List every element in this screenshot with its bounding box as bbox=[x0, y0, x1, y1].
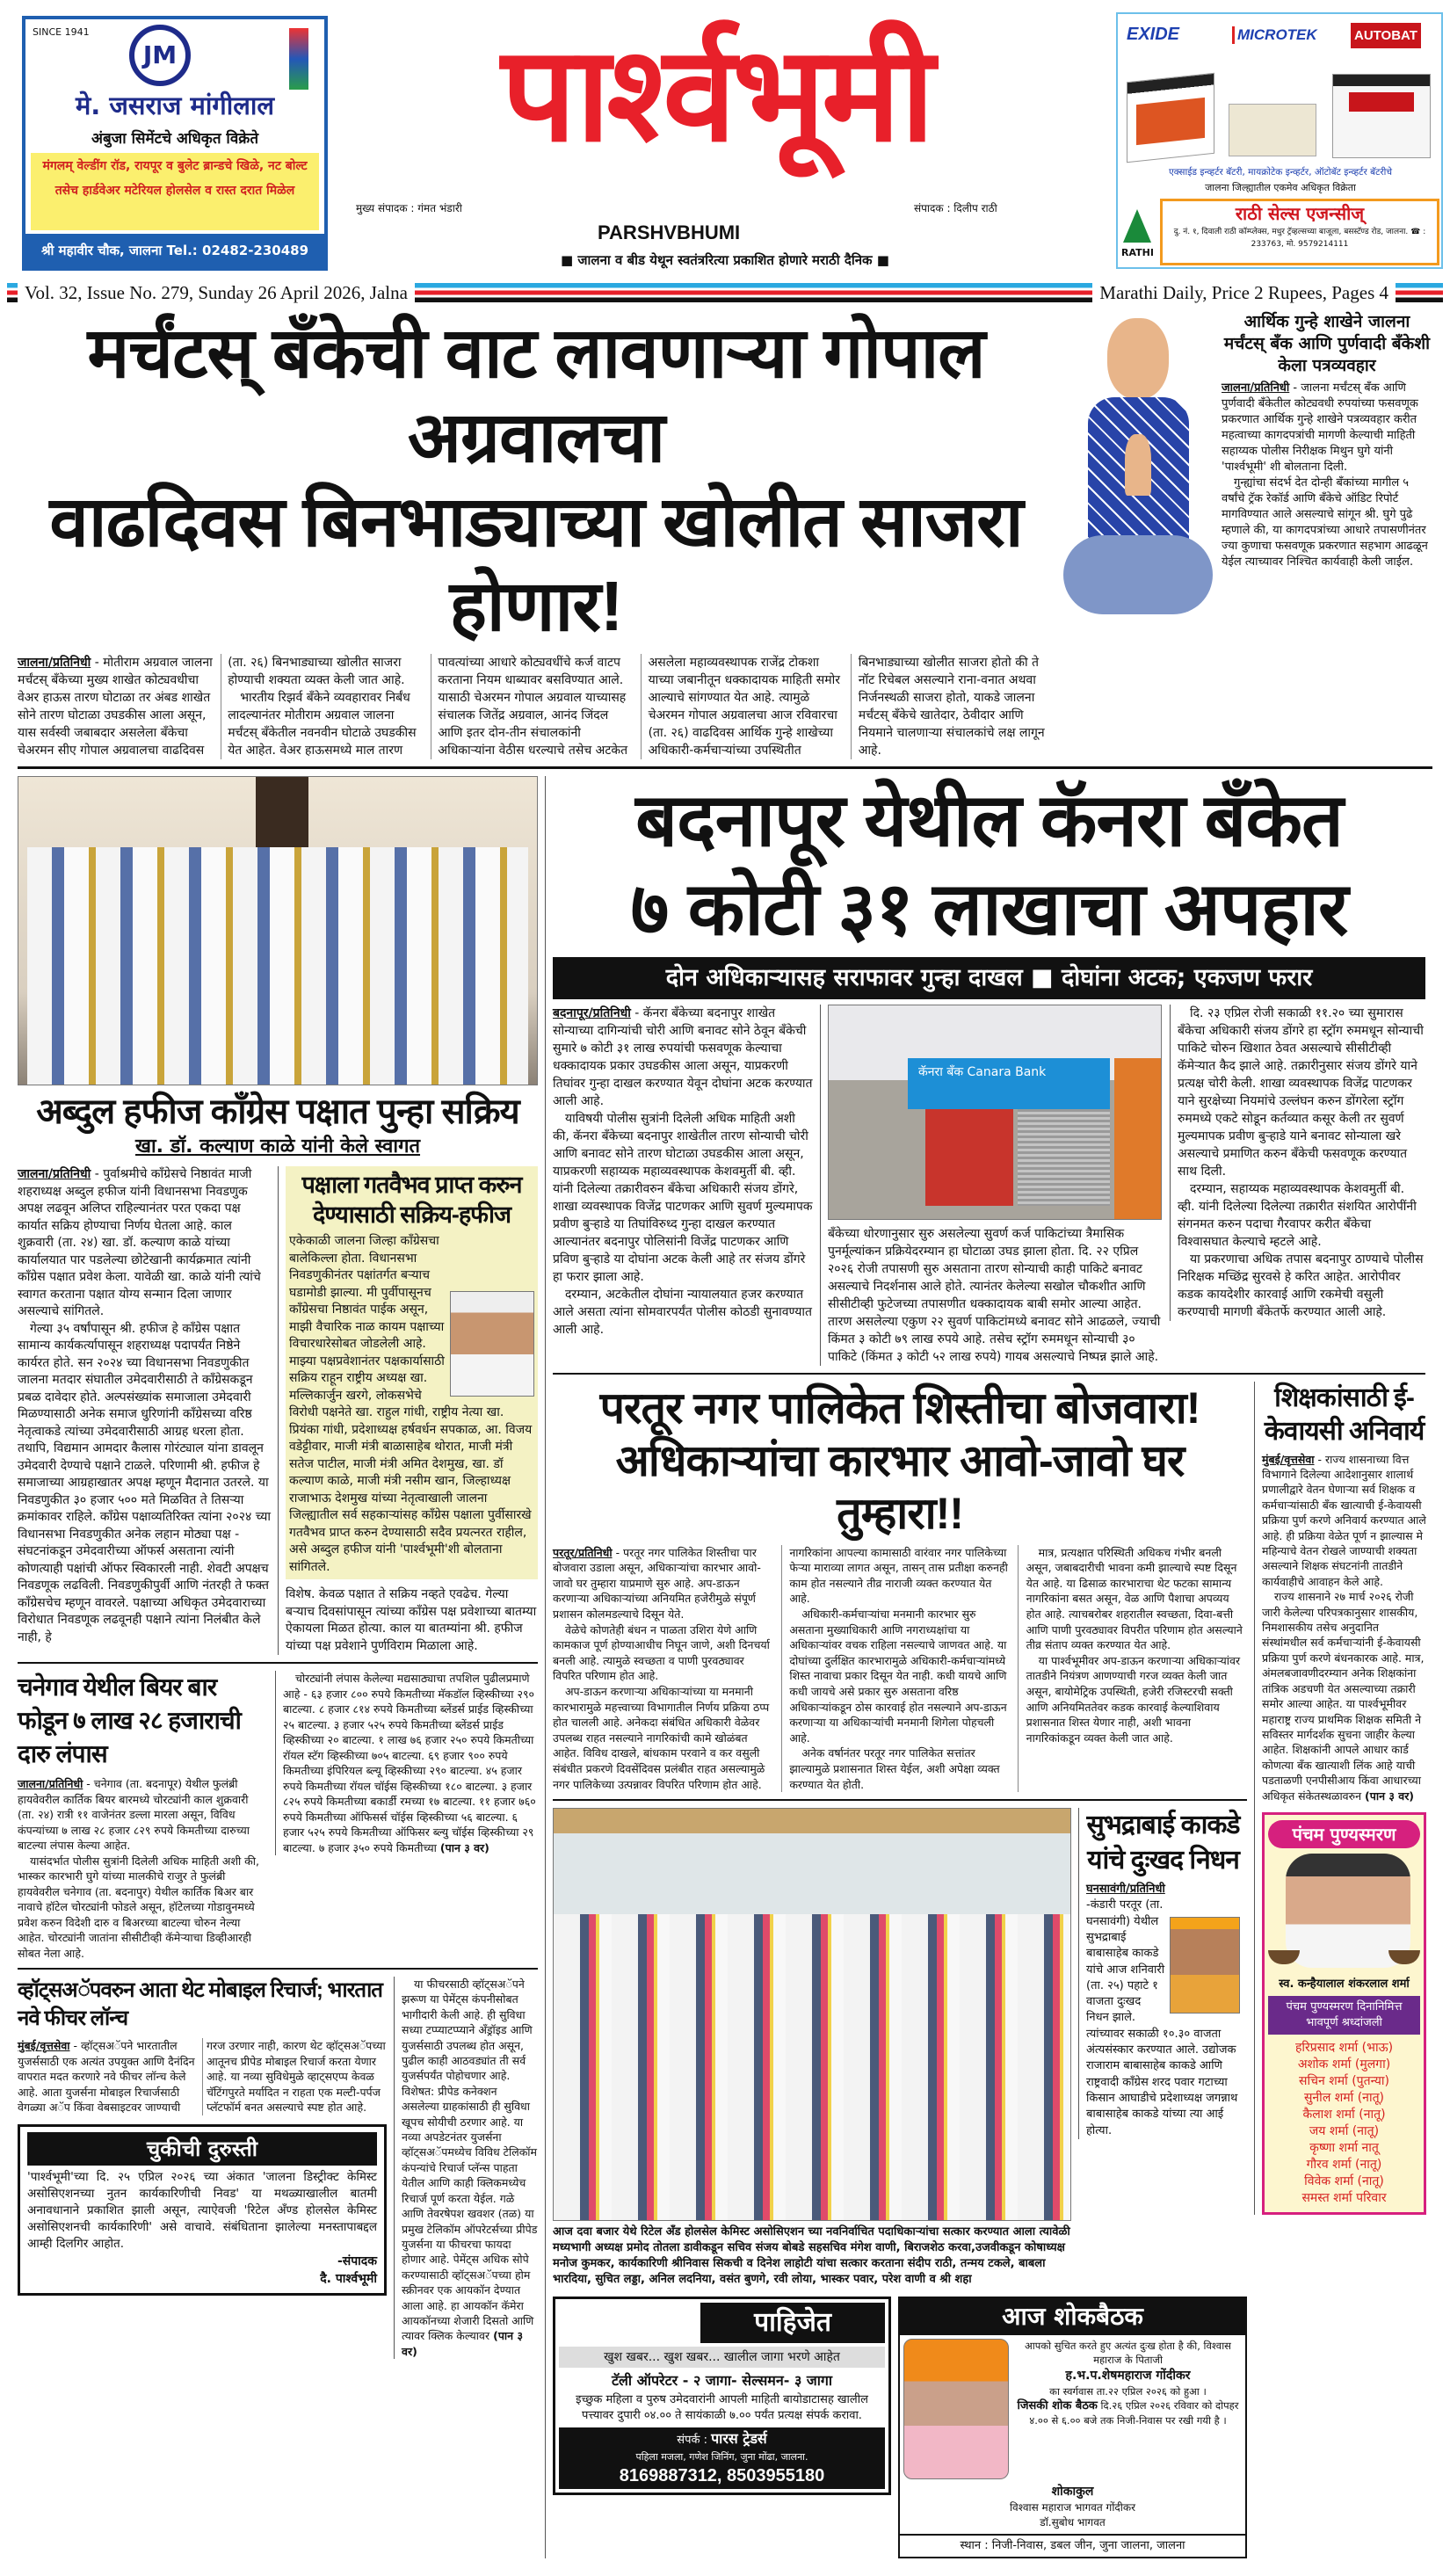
ekyc-body bbox=[1262, 1452, 1426, 1803]
lead-paragraph: - मोतीराम अग्रवाल जालना मर्चंटस् बँकेच्या मुख्य शाखेत कोट्यवधीचा वेअर हाऊस तारण घोटाळा तर अंबड शाखेत सोने तारण घोटाळा उघडकीस आला असून, यास सर्वस्वी जबाबदार असलेला बँकेचा चेअरमन सीए गोपाल अग्रवालचा वाढदिवस (ता. २६) बिनभाड्याच्या खोलीत साजरा होण्याची शक्यता व्यक्त केली जात आहे. bbox=[18, 656, 405, 758]
hafiz-body bbox=[18, 1166, 271, 1646]
rathi-logo-icon bbox=[1123, 209, 1151, 243]
canara-paragraph: याविषयी पोलीस सुत्रांनी दिलेली अधिक माहिती अशी की, कॅनरा बँकेच्या बदनापुर शाखेतील तारण सोन्याची चोरी आणि बनावट सोने तारण घोटाळा उघडकीस आला असून, याप्रकरणी सहाय्यक महाव्यवस्थापक केशवमुर्ती बी. व्ही. यांनी दिलेल्या तक्रारीवरुन बँकेचा अधिकारी संजय डोंगरे, शाखा व्यवस्थापक विजेंद्र पाटणकर आणि सुवर्ण मुल्यमापक प्रवीण बुऱ्हाडे या तिघांविरुध्द गुन्हा दाखल करण्यात आल्यानंतर बदनापुर पोलिसांनी विजेंद्र पाटणकर आणि प्रविण बुऱ्हाडे या दोघांना अटक केली आहे तर संजय डोंगरे हा फरार झाला आहे. bbox=[553, 1111, 813, 1284]
condolence-text: का स्वर्गवास ता.२२ एप्रिल २०२६ को हुआ । bbox=[1049, 2385, 1207, 2398]
rathi-logo-text: RATHI bbox=[1121, 247, 1154, 258]
canara-paragraph: दरम्यान, अटकेतील दोघांना न्यायालयात हजर करण्यात आले असता त्यांना सोमवारपर्यंत पोलीस कोठडी सुनावण्यात आली आहे. bbox=[553, 1287, 812, 1337]
brand-microtek: MICROTEK bbox=[1232, 26, 1317, 44]
whatsapp-body-1 bbox=[18, 2038, 387, 2115]
condolence-text: दि.२६ एप्रिल २०२६ रविवार को दोपहर ४.०० से ६.०० बजे तक निजी-निवास पर रखी गयी है । bbox=[1029, 2399, 1239, 2427]
contact-label: संपर्क : bbox=[677, 2434, 707, 2448]
family-member: गौरव शर्मा (नातू) bbox=[1306, 2157, 1382, 2172]
deceased-name: स्व. कन्हैयालाल शंकरलाल शर्मा bbox=[1279, 1977, 1410, 1991]
condolence-meeting-ad bbox=[898, 2297, 1247, 2558]
whatsapp-dateline: मुंबई/वृत्तसेवा bbox=[18, 2039, 70, 2052]
canara-dateline: बदनापूर/प्रतिनिधी bbox=[553, 1005, 631, 1020]
lead-paragraph: भारतीय रिझर्व बँकेने व्यवहारावर निर्बंध लादल्यानंतर मोतीराम अग्रवाल जालना मर्चंटस् बँकेतील नवनवीन घोटाळे उघडकीस येत आहेत. वेअर हाऊसमध्ये माल तारण पावत्यांच्या आधारे कोट्यवधींचे कर्ज वाटप करताना नियम धाब्यावर बसविण्यात आले. यासाठी चेअरमन गोपाल अग्रवाल याच्यासह संचालक जितेंद्र अग्रवाल, आनंद जिंदल आणि इतर दोन-तीन संचालकांनी अधिकाऱ्यांना वेठीस धरल्याचे तसेच अटकेत असलेला महाव्यवस्थापक राजेंद्र टोकशा याच्या जबानीतून धक्कादायक माहिती समोर आल्याचे सांगण्यात येत आहे. त्यामुळे चेअरमन गोपाल अग्रवालचा आज रविवारचा (ता. २६) वाढदिवस आर्थिक गुन्हे शाखेच्या अधिकारी-कर्मचाऱ्यांच्या उपस्थितीत बिनभाड्याच्या खोलीत साजरा होतो की ते नॉट रिचेबल असल्याने राना-वनात अथवा निर्जनस्थळी साजरा होतो, याकडे जालना मर्चंटस् बँकेचे खातेदार, ठेवीदार आणि नियमाने चालणाऱ्या संचालकांचे लक्ष लागून आहे. bbox=[228, 656, 1045, 758]
ad-right-line1: एक्साईड इन्व्हर्टर बॅटरी, मायक्रोटेक इन्व्हर्टर, ऑटोबॅट इन्व्हर्टर बॅटरीचे bbox=[1168, 167, 1393, 178]
partur-headline-2: अधिकाऱ्यांचा कारभार आवो-जावो घर तुम्हारा!! bbox=[615, 1435, 1185, 1538]
canara-body-col3 bbox=[1170, 1005, 1425, 1321]
lead-dateline: जालना/प्रतिनिधी bbox=[18, 656, 91, 670]
partur-paragraph: अप-डाऊन करणाऱ्या अधिकाऱ्यांच्या या मनमानी कारभारामुळे महत्त्वाच्या विभागातील निर्णय प्रक्रिया ठप्प होत चालली आहे. अनेकदा संबंधित अधिकारी वेळेवर उपलब्ध राहत नसल्याने नागरिकांची कामे खोळंबत आहेत. विविध दाखले, बांधकाम परवाने व कर वसुली संबंधीत प्रकरणे दिवसेंदिवस प्रलंबीत राहत असल्यामुळे नगर पालिकेच्या उत्पन्नावर विपरित परिणाम होत आहे. नागरिकांना आपल्या कामासाठी वारंवार नगर पालिकेच्या फेऱ्या माराव्या लागत असून, तासन् तास प्रतीक्षा करुनही काम होत नसल्याने तीव्र नाराजी व्यक्त करण्यात येत आहे. bbox=[553, 1545, 1008, 1791]
dateline-right: Marathi Daily, Price 2 Rupees, Pages 4 bbox=[1099, 281, 1388, 303]
jm-logo: JM bbox=[129, 25, 191, 86]
correction-box bbox=[18, 2124, 387, 2296]
whatsapp-headline: व्हॉट्सअॅपवरुन आता थेट मोबाइल रिचार्ज; भारतात नवे फीचर लॉन्च bbox=[18, 1978, 382, 2030]
mourner: विश्वास महाराज भागवत गोंदीकर bbox=[1009, 2501, 1136, 2514]
whatsapp-body-2 bbox=[394, 1977, 538, 2359]
obituary-paragraph: -कंडारी परतूर (ता. घनसावंगी) येथील सुभद्राबाई बाबासाहेब काकडे यांचे आज शनिवारी (ता. २५) पहाटे १ वाजता दुःखद निधन झाले. त्यांच्यावर सकाळी १०.३० वाजता अंत्यसंस्कार करण्यात आले. उद्योजक राजाराम बाबासाहेब काकडे आणि राष्ट्रवादी काँग्रेस शरद पवार गटाच्या किसान आघाडीचे प्रदेशाध्यक्ष जगन्नाथ बाबासाहेब काकडे यांच्या त्या आई होत्या. bbox=[1086, 1898, 1238, 2137]
obituary-body bbox=[1086, 1882, 1240, 2139]
family-member: अशोक शर्मा (मुलगा) bbox=[1297, 2057, 1391, 2072]
wanted-ad bbox=[553, 2297, 891, 2495]
partur-paragraph: - परतूर नगर पालिकेत शिस्तीचा पार बोजवारा उडाला असून, अधिकाऱ्यांचा कारभार आवो-जावो घर तुम्हारा याप्रमाणे सुरु आहे. अप-डाऊन करणाऱ्या अधिकाऱ्यांच्या अनियमित हजेरीमुळे संपूर्ण प्रशासन कोलमडल्याचे दिसून येते. bbox=[553, 1545, 761, 1621]
canara-sign: कॅनरा बँक Canara Bank bbox=[908, 1058, 1110, 1109]
canara-paragraph: - कॅनरा बँकेच्या बदनापुर शाखेत सोन्याच्या दागिन्यांची चोरी आणि बनावट सोने ठेवून बँकेची सुमारे ७ कोटी ३१ लाख रुपयांची फसवणूक केल्याचा धक्कादायक प्रकार उघडकीस आला असून, याप्रकरणी तिघांवर गुन्हा दाखल करण्यात येवून दोघांना अटक करण्यात आली आहे. bbox=[553, 1005, 813, 1108]
beer-headline: चनेगाव येथील बियर बार फोडून ७ लाख २८ हजाराची दारु लंपास bbox=[18, 1673, 241, 1767]
beer-paragraph: - चनेगाव (ता. बदनापूर) येथील फुलंब्री हायवेवरील कार्तिक बियर बारमध्ये चोरट्यांनी काल शुक्रवारी (ता. २४) रात्री ११ वाजेनंतर डल्ला मारला असून, विविध कंपन्यांच्या ७ लाख २८ हजार ८२९ रुपये किमतीच्या दारुच्या बाटल्या लंपास केल्या आहेत. bbox=[18, 1777, 250, 1852]
family-member: जय शर्मा (नातू) bbox=[1309, 2123, 1380, 2138]
canara-headline-1: बदनापूर येथील कॅनरा बँकेत bbox=[635, 779, 1343, 861]
shesh-maharaj-portrait bbox=[903, 2339, 1009, 2479]
ad-jasraj-mangilal bbox=[22, 16, 328, 271]
beer-body-left bbox=[18, 1776, 268, 1961]
partur-dateline: परतूर/प्रतिनिधी bbox=[553, 1545, 613, 1559]
ad-address: श्री महावीर चौक, जालना Tel.: 02482-230489 bbox=[25, 234, 324, 267]
lead-story bbox=[18, 311, 1432, 759]
family-member: सचिन शर्मा (पुतन्या) bbox=[1299, 2073, 1389, 2088]
hafiz-quote-box bbox=[286, 1166, 538, 1579]
ekyc-paragraph: - राज्य शासनाच्या वित्त विभागाने दिलेल्या आदेशानुसार शालार्थ प्रणालीद्वारे वेतन घेणाऱ्या सर्व शिक्षक व कर्मचाऱ्यांसाठी बँक खात्याची ई-केवायसी प्रक्रिया पुर्ण करणे अनिवार्य करण्यात आले आहे. ही प्रक्रिया वेळेत पूर्ण न झाल्यास मे महिन्याचे वेतन रोखले जाण्याची शक्यता असल्याने शिक्षक संघटनांनी तातडीने कार्यवाहीचे आवाहन केले आहे. bbox=[1262, 1452, 1426, 1588]
condolence-text: आपको सुचित करते हुए अत्यंत दुःख होता है की, विश्वास महाराज के पिताजी bbox=[1025, 2340, 1231, 2367]
quote-box-body: एकेकाळी जालना जिल्हा काँग्रेसचा बालेकिल्ला होता. विधानसभा निवडणुकीनंतर पक्षांतर्गत बऱ्याच घडामोडी झाल्या. मी पुर्वीपासूनच काँग्रेसचा निष्ठावंत पाईक असून, माझी वैचारिक नाळ कायम पक्षाच्या विचारधारेसोबत जोडलेली आहे. माझ्या पक्षप्रवेशानंतर पक्षकार्यासाठी सक्रिय राहून राष्ट्रीय अध्यक्ष खा. मल्लिकार्जुन खरगे, लोकसभेचे विरोधी पक्षनेते खा. राहुल गांधी, राष्ट्रीय नेत्या खा. प्रियंका गांधी, प्रदेशाध्यक्ष हर्षवर्धन सपकाळ, आ. विजय वडेट्टीवार, माजी मंत्री बाळासाहेब थोरात, माजी मंत्री सतेज पाटील, माजी मंत्री अमित देशमुख, खा. डॉ कल्याण काळे, माजी मंत्री नसीम खान, जिल्हाध्यक्ष राजाभाऊ देशमुख यांच्या नेतृत्वाखाली जालना जिल्ह्यातील सर्व सहकाऱ्यांसह काँग्रेस पक्षाला पुर्वीसारखे गतवैभव प्राप्त करुन देण्यासाठी सदैव प्रयत्नरत राहील, असे अब्दुल हफीज यांनी 'पार्श्वभूमी'शी बोलताना सांगितले. bbox=[289, 1234, 533, 1574]
obituary-dateline: घनसावंगी/प्रतिनिधी bbox=[1086, 1883, 1165, 1897]
wanted-body: इच्छुक महिला व पुरुष उमेदवारांनी आपली माहिती बायोडाटासह खालील पत्त्यावर दुपारी ०४.०० ते सायंकाळी ७.०० पर्यंत प्रत्यक्ष संपर्क करावा. bbox=[576, 2393, 868, 2423]
continued-label: (पान ३ वर) bbox=[439, 1840, 489, 1854]
ad-shop-name: मे. जसराज मांगीलाल bbox=[75, 91, 275, 120]
lead-sidebar-title: आर्थिक गुन्हे शाखेने जालना मर्चंटस् बँक आणि पुर्णवादी बँकेशी केला पत्रव्यवहार bbox=[1223, 312, 1431, 375]
condolence-title: आज शोकबैठक bbox=[900, 2298, 1245, 2335]
wanted-posts: टॅली ऑपरेटर - २ जागा- सेल्समन- ३ जागा bbox=[611, 2372, 833, 2390]
ekyc-paragraph: राज्य शासनाने २७ मार्च २०२६ रोजी जारी केलेल्या परिपत्रकानुसार शासकीय, निमशासकीय तसेच अनुदानित संस्थांमधील सर्व कर्मचाऱ्यांनी ई-केवायसी प्रक्रिया पुर्ण करणे बंधनकारक आहे. मात्र, अंमलबजावणीदरम्यान अनेक शिक्षकांना तांत्रिक अडचणी येत असल्याच्या तक्रारी समोर आल्या आहेत. या पार्श्वभूमीवर महाराष्ट्र राज्य प्राथमिक शिक्षक समिती ने सविस्तर मार्गदर्शक सुचना जाहीर केल्या आहेत. शिक्षकांनी आपले आधार कार्ड कोणत्या बँक खात्याशी लिंक आहे याची पडताळणी एनपीसीआय किंवा आधारच्या अधिकृत संकेतस्थळावरुन bbox=[1262, 1590, 1425, 1803]
family-list bbox=[1268, 2040, 1420, 2207]
family-member: हरिप्रसाद शर्मा (भाऊ) bbox=[1294, 2040, 1394, 2055]
canara-headline-2: ७ कोटी ३१ लाखाचा अपहार bbox=[630, 867, 1348, 950]
sidebar-paragraph: - जालना मर्चंटस् बँक आणि पुर्णवादी बँकेतील कोट्यवधी रुपयांच्या फसवणूक प्रकरणात आर्थिक गुन्हे शाखेने पत्रव्यवहार करीत महत्वाच्या कागदपत्रांची मागणी केल्याची माहिती सहाय्यक पोलीस निरीक्षक मिथुन घुगे यांनी 'पार्श्वभूमी' शी बोलताना दिली. bbox=[1222, 381, 1418, 474]
mourner: डॉ.सुबोध भागवत bbox=[1040, 2516, 1106, 2529]
contact-address: पहिला मजला, गणेश जिनिंग, जुना मोंढा, जालना. bbox=[635, 2451, 808, 2464]
hafiz-welcome-photo bbox=[18, 776, 538, 1085]
condolence-text: जिसकी शोक बैठक bbox=[1017, 2399, 1098, 2413]
hafiz-paragraph: - पुर्वाश्रमीचे काँग्रेसचे निष्ठावंत माजी शहराध्यक्ष अब्दुल हफीज यांनी विधानसभा निवडणुक अपक्ष लढवून अलिप्त राहिल्यानंतर परत एकदा पक्ष कार्यात सक्रिय होण्याचा निर्णय घेतला आहे. काल शुक्रवारी (ता. २४) खा. डॉ. कल्याण काळे यांच्या कार्यालयात पार पडलेल्या छोटेखानी कार्यक्रमात त्यांनी काँग्रेस पक्षात प्रवेश केला. यावेळी खा. काळे यांनी त्यांचे स्वागत करताना पक्षात योग्य सन्मान दिला जाणार असल्याचे सांगितले. bbox=[18, 1167, 261, 1318]
masthead-title-latin: PARSHVBHUMI bbox=[598, 221, 741, 243]
sidebar-paragraph: गुन्ह्यांचा संदर्भ देत दोन्ही बँकांच्या मागील ५ वर्षांचे ट्रॅक रेकॉर्ड आणि बँकेचे ऑडिट रिपोर्ट मागविण्यात आले असल्याचे सांगून श्री. घुगे पुढे म्हणाले की, या कागदपत्रांच्या आधारे तपासणीनंतर ज्या कुणाचा फसवणूक प्रकरणात सहभाग आढळून येईल त्याच्यावर निश्चित कार्यवाही केली जाईल. bbox=[1222, 476, 1428, 569]
subhadrabai-portrait bbox=[1170, 1917, 1240, 2014]
hafiz-portrait bbox=[450, 1291, 534, 1397]
ekyc-headline: शिक्षकांसाठी ई-केवायसी अनिवार्य bbox=[1264, 1382, 1425, 1446]
dateline-left: Vol. 32, Issue No. 279, Sunday 26 April 2026, Jalna bbox=[25, 281, 408, 303]
family-member: समस्त शर्मा परिवार bbox=[1301, 2190, 1387, 2205]
beer-paragraph: चोरट्यांनी लंपास केलेल्या मद्यसाठ्याचा तपशिल पुढीलप्रमाणे आहे - ६३ हजार ८०० रुपये किमतीच्या मॅकडॉल व्हिस्कीच्या २९० बाटल्या. ८ हजार ८१४ रुपये किमतीच्या ब्लेंडर्स प्राईड व्हिस्कीच्या २५ बाटल्या. ३ हजार ५२५ रुपये किमतीच्या ब्लेंडर्स प्राईड व्हिस्कीच्या २० बाटल्या. १ लाख ७६ हजार २५० रुपये किमतीच्या रॉयल स्टॅग व्हिस्कीच्या ७०५ बाटल्या. ६९ हजार ९०० रुपये किमतीच्या इंपिरियल ब्ल्यू व्हिस्कीच्या २९० बाटल्या. ४५ हजार रुपये किमतीच्या रॉयल चॉईस व्हिस्कीच्या १८० बाटल्या. ३ हजार ८२५ रुपये किमतीच्या बकार्डी रमच्या १७ बाटल्या. ११ हजार ७६० रुपये किमतीच्या ऑफिसर्स चॉईस व्हिस्कीच्या ५६ बाटल्या. ६ हजार ५२५ रुपये किमतीच्या ऑफिसर ब्ल्यु चॉईस व्हिस्कीच्या २९ बाटल्या. ७ हजार ३५० रुपये किमतीच्या bbox=[283, 1672, 536, 1854]
family-member: सुनील शर्मा (नातू) bbox=[1303, 2090, 1385, 2105]
masthead bbox=[0, 0, 1450, 279]
tagline-text: जालना व बीड येथून स्वतंत्ररित्या प्रकाशित होणारे मराठी दैनिक bbox=[577, 252, 873, 268]
canara-paragraph: या प्रकरणाचा अधिक तपास बदनापुर ठाण्याचे पोलीस निरिक्षक मच्छिंद्र सुरवसे हे करित आहेत. आरोपीवर कडक कायदेशीर कारवाई आणि रकमेची वसुली करण्याची मागणी बँकेतर्फे करण्यात आली आहे. bbox=[1178, 1252, 1424, 1319]
battery-image bbox=[1123, 69, 1439, 163]
lead-headline-2: वाढदिवस बिनभाड्याच्या खोलीत साजरा होणार! bbox=[49, 483, 1023, 645]
chemist-caption: आज दवा बजार येथे रिटेल अँड होलसेल केमिस्ट असोसिएशन च्या नवनिर्वाचित पदाधिकाऱ्यांचा सत्कार करण्यात आला त्यावेळी मध्यभागी अध्यक्ष प्रमोद तोतला डावीकडून सचिव संजय बोबडे सहसचिव मंगेश वाणी, बिराजशेठ करवा,उजवीकडून कोषाध्यक्ष मनोज कुमकर, कार्यकारिणी श्रीनिवास सिकची व दिनेश लाहोटी यांचा सत्कार करताना संदीप राठी, तन्मय टकले, बाबला भारदिया, सुचित लड्डा, अनिल लदनिया, वसंत बुणगे, रवी लोया, भास्कर पवार, परेश वाणी व श्री शहा bbox=[553, 2225, 1070, 2287]
sidebar-dateline: जालना/प्रतिनिधी bbox=[1222, 381, 1290, 395]
continued-label: (पान ३ वर) bbox=[1365, 1789, 1415, 1803]
partur-paragraph: अनेक वर्षानंतर परतूर नगर पालिकेत सत्तांतर झाल्यामुळे प्रशासनात शिस्त येईल, अशी अपेक्षा व्यक्त करण्यात येत होती. bbox=[789, 1746, 1000, 1791]
family-member: कैलाश शर्मा (नातू) bbox=[1302, 2107, 1386, 2122]
lead-sidebar bbox=[1222, 381, 1432, 570]
rathi-shop-name: राठी सेल्स एजन्सीज् bbox=[1235, 203, 1365, 224]
chief-editor: मुख्य संपादक : गंमत भंडारी bbox=[356, 202, 462, 214]
ad-since: SINCE 1941 bbox=[33, 26, 90, 38]
canara-body-col1 bbox=[553, 1005, 813, 1339]
contact-phones[interactable]: 8169887312, 8503955180 bbox=[619, 2466, 825, 2486]
hafiz-paragraph: गेल्या ३५ वर्षांपासून श्री. हफीज हे काँग्रेस पक्षात सामान्य कार्यकर्त्यापासून शहराध्यक्ष पदापर्यंत निष्ठेने कार्यरत होते. सन २०२४ च्या विधानसभा निवडणुकीत जालना मतदार संघातील उमेदवारीसाठी ते काँग्रेसकडून प्रबळ दावेदार होते. अल्पसंख्यांक समाजाला उमेदवारी मिळण्यासाठी अनेक समाज धुरिणांनी काँग्रेसच्या वरिष्ठ नेतृत्वाकडे त्यांच्या उमेदवारीसाठी आग्रह धरला होता. तथापि, विद्यमान आमदार कैलास गोरंट्याल यांना डावलून उमेदवारी देण्याचे पक्षाने टाळले. परिणामी श्री. हफीज हे समाजाच्या आग्रहाखातर अपक्ष म्हणून मैदानात उतरले. या निवडणुकीत ३० हजार ५०० मते मिळवित ते तिसऱ्या क्रमांकावर राहिले. काँग्रेस पक्षाव्यतिरिक्त त्यांना २०२४ च्या विधानसभा निवडणुकीत अनेक लहान मोठ्या पक्ष - संघटनांकडून उमेदवारीच्या ऑफर्स असताना त्यांनी कोणत्याही पक्षांची ऑफर स्विकारली नाही. शेवटी अपक्षच निवडणूक लढविली. निवडणुकीपुर्वी आणि नंतरही ते फक्त काँग्रेसचेच म्हणून वावरले. पक्षाच्या अधिकृत उमेदवाराच्या विरोधात निवडणूक लढवूनही पक्षाने त्यांना निलंबीत केले नाही, हे bbox=[18, 1321, 272, 1644]
partur-body bbox=[553, 1545, 1247, 1793]
partur-paragraph: वेळेचे कोणतेही बंधन न पाळता उशिरा येणे आणि कामकाज पूर्ण होण्याआधीच निघून जाणे, अशी दिनचर्या बनली आहे. त्यामुळे स्वच्छता व पाणी पुरवठ्यावर विपरित परिणाम होत आहे. bbox=[553, 1622, 770, 1683]
wanted-title: पाहिजेत bbox=[700, 2303, 885, 2343]
whatsapp-paragraph: - व्हॉट्सअॅपने भारतातील युजर्ससाठी एक अत्यंत उपयुक्त आणि दैनंदिन वापरात मदत करणारे नवे फीचर लॉन्च केले आहे. आता युजर्सना मोबाइल रिचार्जसाठी वेगळ्या अॅप किंवा वेबसाइटवर जाण्याची गरज उरणार नाही, कारण थेट व्हॉट्सअॅपच्या आतूनच प्रीपेड मोबाइल रिचार्ज करता येणार आहे. या नव्या सुविधेमुळे व्हाट्सएप्प केवळ चॅटिंगपुरते मर्यादित न राहता एक मल्टी-पर्पज प्लॅटफॉर्म बनत असल्याचे स्पष्ट होत आहे. bbox=[18, 2039, 386, 2114]
ad-products: मंगलम् वेल्डींग रॉड, रायपूर व बुलेट ब्रान्डचे खिळे, नट बोल्ट तसेच हार्डवेअर मटेरियल होलसेल व रास्त दरात मिळेल bbox=[31, 153, 319, 230]
correction-title: चुकीची दुरुस्ती bbox=[27, 2132, 377, 2166]
masthead-title: पार्श्वभूमी bbox=[501, 20, 932, 168]
editor: संपादक : दिलीप राठी bbox=[914, 202, 997, 214]
obituary-headline: सुभद्राबाई काकडे यांचे दुःखद निधन bbox=[1086, 1810, 1240, 1876]
whatsapp-paragraph: या फीचरसाठी व्हॉट्सअॅपने झरूण या पेमेंट्स कंपनीसोबत भागीदारी केली आहे. ही सुविधा सध्या टप्प्याटप्प्याने अँड्रॉइड आणि युजर्ससाठी उपलब्ध होत असून, पुढील काही आठवड्यांत ती सर्व युजर्सपर्यंत पोहोचणार आहे. विशेषत: प्रीपेड कनेक्शन असलेल्या ग्राहकांसाठी ही सुविधा खूपच सोयीची ठरणार आहे. या नव्या अपडेटनंतर युजर्सना व्हॉट्सअॅपमध्येच विविध टेलिकॉम कंपन्यांचे रिचार्ज प्लॅन्स पाहता येतील आणि काही क्लिकमध्येच रिचार्ज पूर्ण करता येईल. गळे आणि तेवरषेपश खवशर (तळ) या प्रमुख टेलिकॉम ऑपरेटर्सच्या प्रीपेड युजर्सना या फीचरचा फायदा होणार आहे. पेमेंट्स अधिक सोपे करण्यासाठी व्हॉट्सअॅपच्या होम स्क्रीनवर एक आयकॉन देण्यात आला आहे. हा आयकॉन कॅमेरा आयकॉनच्या शेजारी दिसतो आणि त्यावर क्लिक केल्यावर bbox=[402, 1977, 538, 2343]
tribute-band: पंचम पुण्यस्मरण दिनानिमित्त भावपूर्ण श्रध्दांजली bbox=[1268, 1996, 1420, 2035]
lead-body bbox=[18, 654, 1055, 759]
wanted-banner: खुश खबर... खुश खबर... खालील जागा भरणे आहेत bbox=[559, 2347, 885, 2368]
correction-sign: दै. पार्श्वभूमी bbox=[320, 2271, 377, 2286]
correction-sign: -संपादक bbox=[337, 2253, 377, 2268]
mourners-label: शोकाकुल bbox=[1051, 2485, 1094, 2500]
punyasmaran-ad bbox=[1262, 1812, 1426, 2215]
correction-body: 'पार्श्वभूमी'च्या दि. २५ एप्रिल २०२६ च्या अंकात 'जालना डिस्ट्रीक्ट केमिस्ट असोसिएशनच्या नुतन कार्यकारिणीची निवड' या मथळ्याखालील बातमी अनावधानाने प्रकाशित झाली असून, त्याऐवजी 'रिटेल अँण्ड होलसेल केमिस्ट असोसिएशनची कार्यकारिणी' असे वाचावे. संबंधिताना झालेल्या मनस्तापाबद्दल आम्ही दिलगिर आहोत. bbox=[27, 2169, 377, 2251]
beer-body-right bbox=[275, 1671, 538, 1855]
condolence-venue: स्थान : निजी-निवास, डबल जीन, जुना जालना, जालना bbox=[900, 2534, 1245, 2557]
partur-paragraph: मात्र, प्रत्यक्षात परिस्थिती अधिकच गंभीर बनली असून, जबाबदारीची भावना कमी झाल्याचे स्पष्ट दिसून येत आहे. या ढिसाळ कारभाराचा थेट फटका सामान्य नागरिकांना बसत असून, वेळ आणि पैशाचा अपव्यय होत आहे. त्याचबरोबर शहरातील स्वच्छता, दिवा-बत्ती आणि पाणी पुरवठ्यावर विपरीत परिणाम होत असल्याने तीव्र संताप व्यक्त करण्यात येत आहे. bbox=[1026, 1545, 1243, 1652]
partur-paragraph: या पार्श्वभूमीवर अप-डाऊन करणाऱ्या अधिकाऱ्यांवर तातडीने नियंत्रण आणण्याची गरज व्यक्त केली जात असून, बायोमेट्रिक उपस्थिती, हजेरी रजिस्टरची सक्ती आणि अनियमिततेवर कडक कारवाई केल्याशिवाय प्रशासनात शिस्त येणार नाही, अशी भावना नागरिकांकडून व्यक्त केली जात आहे. bbox=[1026, 1653, 1241, 1745]
ekyc-dateline: मुंबई/वृत्तसेवा bbox=[1262, 1452, 1315, 1466]
partur-paragraph: अधिकारी-कर्मचाऱ्यांचा मनमानी कारभार सुरु असताना मुख्याधिकारी आणि नगराध्यक्षांचा या अधिकाऱ्यांवर वचक राहिला नसल्याचे जाणवत आहे. या दोघांच्या दुर्लक्षित कारभारामुळे अधिकारी-कर्मचाऱ्यांमध्ये शिस्त नावाचा प्रकार दिसून येत नाही. कधी यायचे आणि कधी जायचे असे प्रकार सुरु असताना वरिष्ठ अधिकाऱ्यांकडून ठोस कारवाई होत नसल्याने अप-डाऊन करणाऱ्या या अधिकाऱ्यांची मनमानी शिगेला पोहचली आहे. bbox=[789, 1607, 1007, 1745]
canara-body-col2: बँकेच्या धोरणानुसार सुरु असलेल्या सुवर्ण कर्ज पाकिटांच्या त्रैमासिक पुनर्मूल्यांकन प्रक्रियेदरम्यान हा घोटाळा उघड झाला होता. दि. २२ एप्रिल २०२६ रोजी तपासणी सुरु असताना तारण सोन्याची काही पाकिटे बनावट असल्याचे निदर्शनास आले होते. त्यानंतर केलेल्या सखोल चौकशीत आणि सीसीटीव्ही फुटेजच्या तपासणीत धक्कादायक बाबी समोर आल्या आहेत. तारण असलेल्या एकुण २२ सुवर्ण पाकिटांमध्ये बनावट सोने आढळले, ज्याची किंमत ३ कोटी ७९ लाख रुपये आहे. तसेच स्ट्रॉग रुममधून सोन्याची ३० पाकिटे (किंमत ३ कोटी ५२ लाख रुपये) गायब असल्याचे निष्पन्न झाले आहे. bbox=[828, 1226, 1161, 1364]
ad-rathi-sales bbox=[1116, 12, 1443, 269]
beer-dateline: जालना/प्रतिनिधी bbox=[18, 1777, 83, 1790]
lead-headline-1: मर्चंटस् बँकेची वाट लावणाऱ्या गोपाल अग्रवालचा bbox=[87, 314, 985, 476]
family-member: कृष्णा शर्मा नातू bbox=[1309, 2140, 1379, 2155]
punyasmaran-title: पंचम पुण्यस्मरण bbox=[1268, 1820, 1420, 1848]
gopal-agrawal-cartoon bbox=[1063, 311, 1213, 628]
ad-emblem-icon bbox=[289, 28, 308, 90]
canara-paragraph: दरम्यान, सहाय्यक महाव्यवस्थापक केशवमुर्ती बी. व्ही. यांनी दिलेल्या दिलेल्या तक्रारीत संशयित आरोपींनी संगनमत करुन पदाचा गैरवापर करीत बँकेचा विश्वासघात केल्याचे म्हटले आहे. bbox=[1178, 1181, 1417, 1249]
ad-subtitle: अंबुजा सिमेंटचे अधिकृत विक्रेते bbox=[91, 130, 259, 148]
hafiz-body-end: विशेष. केवळ पक्षात ते सक्रिय नव्हते एवढेच. गेल्या बऱ्याच दिवसांपासून त्यांच्या काँग्रेस पक्ष प्रवेशाच्या बातम्या ऐकायला मिळत होत्या. काल या बातम्यांना श्री. हफीज यांच्या पक्ष प्रवेशाने पुर्णविराम मिळाला आहे. bbox=[286, 1587, 537, 1653]
family-member: विवेक शर्मा (नातू) bbox=[1304, 2173, 1384, 2188]
main-grid bbox=[18, 766, 1432, 2558]
dateline-bar bbox=[7, 279, 1443, 306]
masthead-tagline: ■ जालना व बीड येथून स्वतंत्ररित्या प्रकाशित होणारे मराठी दैनिक ■ bbox=[561, 252, 889, 268]
hafiz-subhead: खा. डॉ. कल्याण काळे यांनी केले स्वागत bbox=[134, 1136, 421, 1157]
hafiz-headline: अब्दुल हफीज काँग्रेस पक्षात पुन्हा सक्रिय bbox=[36, 1092, 519, 1131]
rathi-address: दु. नं. १, दिवाली राठी कॉम्प्लेक्स, मधुर ट्रॅव्हल्सच्या बाजूला, बसस्टॅण्ड रोड, जालना. ☎ : 233763, मो. 9579214111 bbox=[1173, 228, 1426, 249]
brand-exide: EXIDE bbox=[1127, 25, 1180, 44]
canara-subhead: दोन अधिकाऱ्यासह सराफावर गुन्हा दाखल ■ दोघांना अटक; एकजण फरार bbox=[553, 957, 1425, 999]
continued-label: (पान ३ वर) bbox=[402, 2329, 523, 2358]
quote-box-title: पक्षाला गतवैभव प्राप्त करुन देण्यासाठी सक्रिय-हफीज bbox=[301, 1172, 522, 1228]
beer-paragraph: यासंदर्भात पोलीस सुत्रांनी दिलेली अधिक माहिती अशी की, भास्कर कारभारी घुगे यांच्या मालकीचे राजुर ते फुलंब्री हायवेवरील चनेगाव (ता. बदनापुर) येथील कार्तिक बिअर बार नावाचे हॉटेल चोरट्यांनी फोडले असून, हॉटेलच्या गोडावुनमध्ये प्रवेश करुन विदेशी दारु व बिअरच्या बाटल्या चोरुन नेल्या आहेत. चोरट्यांनी जातांना सीसीटीव्ही कॅमेऱ्याचा डिव्हीआरही सोबत नेला आहे. bbox=[18, 1854, 259, 1960]
deceased-name: ह.भ.प.शेषमहाराज गोंदीकर bbox=[1065, 2369, 1191, 2384]
canara-bank-branch-photo bbox=[828, 1005, 1162, 1220]
chemist-association-photo bbox=[553, 1808, 1071, 2221]
ad-right-line2: जालना जिल्ह्यातील एकमेव अधिकृत विक्रेता bbox=[1205, 182, 1356, 193]
partur-headline-1: परतूर नगर पालिकेत शिस्तीचा बोजवारा! bbox=[599, 1382, 1200, 1433]
contact-name: पारस ट्रेडर्स bbox=[711, 2430, 767, 2448]
canara-paragraph: दि. २३ एप्रिल रोजी सकाळी ११.२० च्या सुमारास बँकेचा अधिकारी संजय डोंगरे हा स्ट्रॉग रुममधून सोन्याची पाकिटे चोरुन खिशात ठेवत असल्याचे सीसीटीव्ही कॅमेऱ्यात कैद झाले आहे. तक्रारीनुसार संजय डोंगरे याने प्रत्यक्ष चोरी केली. शाखा व्यवस्थापक विजेंद्र पाटणकर याने सुरक्षेच्या नियमांचे उल्लंघन करुन डोंगरेला स्ट्रॉग रुममध्ये एकटे सोडून कर्तव्यात कसूर केली तर सुवर्ण मुल्यमापक प्रवीण बुऱ्हाडे याने बनावट सोन्याला खरे असल्याचे प्रमाणित करुन बँकेची फसवणूक करण्यात साथ दिली. bbox=[1178, 1005, 1424, 1179]
hafiz-dateline: जालना/प्रतिनिधी bbox=[18, 1167, 91, 1181]
brand-autobat: AUTOBAT bbox=[1351, 23, 1421, 48]
